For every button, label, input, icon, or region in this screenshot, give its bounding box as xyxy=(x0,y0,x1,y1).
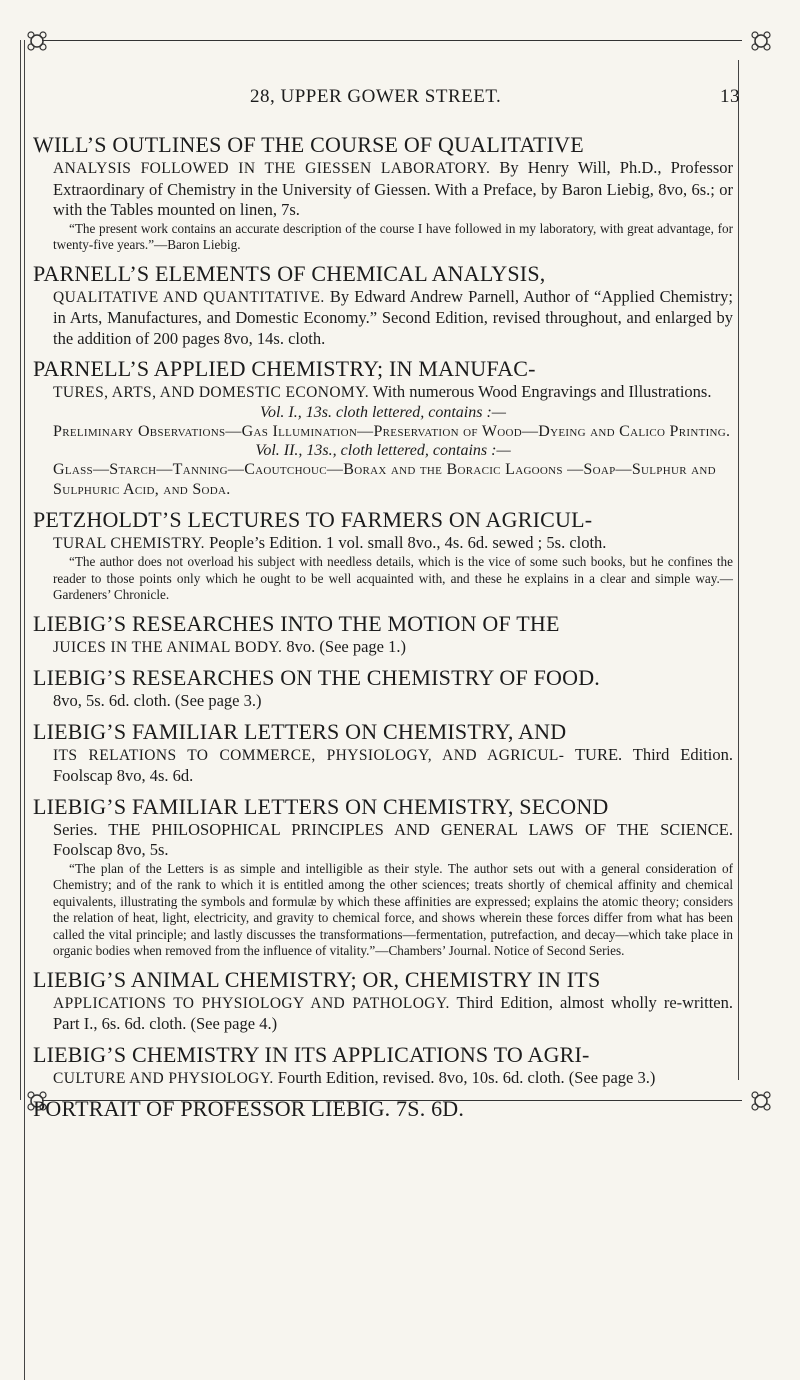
entry-heading: WILL’S OUTLINES OF THE COURSE OF QUALITATIVE xyxy=(33,132,584,157)
entry-heading: PARNELL’S ELEMENTS OF CHEMICAL ANALYSIS, xyxy=(33,260,546,286)
list-item xyxy=(33,719,733,787)
entry-body: By Edward Andrew Parnell, Author of “Applied Chemistry; in Arts, Manufactures, and Domestic Economy.” Second Edition, revised throughout, and enlarged by the addition of 200 pages 8vo, 14s. cloth. xyxy=(53,286,734,348)
entry-subheading: ITS RELATIONS TO COMMERCE, PHYSIOLOGY, AND AGRICUL- xyxy=(53,746,565,764)
list-item xyxy=(33,1096,733,1122)
entry-heading: PORTRAIT OF PROFESSOR LIEBIG. 7S. 6D. xyxy=(33,1096,465,1121)
left-border-line-inner xyxy=(24,40,25,1380)
running-header xyxy=(70,86,740,110)
entry-subheading: JUICES IN THE ANIMAL BODY. xyxy=(53,638,283,656)
entry-quote: “The author does not overload his subject with needless details, which is the vice of some such books, but he confines the reader to those points only which he ought to be well acquainted with, and these he explains in a clear and simple way.—Gardeners’ Chronicle. xyxy=(53,554,733,602)
entry-body: TURE. Third Edition. Foolscap 8vo, 4s. 6d. xyxy=(53,744,733,785)
entry-heading: LIEBIG’S FAMILIAR LETTERS ON CHEMISTRY, AND xyxy=(33,718,567,744)
entry-quote: “The present work contains an accurate description of the course I have followed in my laboratory, with great advantage, for twenty-five years.”—Baron Liebig. xyxy=(53,220,733,252)
list-item xyxy=(33,356,733,500)
running-title: 28, UPPER GOWER STREET. xyxy=(250,86,502,107)
entry-body: With numerous Wood Engravings and Illustrations. xyxy=(372,382,712,401)
entry-body: Third Edition, almost wholly re-written. Part I., 6s. 6d. cloth. (See page 4.) xyxy=(53,992,734,1033)
entry-body: People’s Edition. 1 vol. small 8vo., 4s. 6d. sewed ; 5s. cloth. xyxy=(209,532,607,552)
entry-heading: LIEBIG’S CHEMISTRY IN ITS APPLICATIONS TO AGRI- xyxy=(33,1041,590,1067)
entry-body: Series. THE PHILOSOPHICAL PRINCIPLES AND GENERAL LAWS OF THE SCIENCE. Foolscap 8vo, 5s. xyxy=(53,819,733,859)
entry-heading: PETZHOLDT’S LECTURES TO FARMERS ON AGRICUL- xyxy=(33,506,593,532)
entry-body: Fourth Edition, revised. 8vo, 10s. 6d. cloth. (See page 3.) xyxy=(277,1067,656,1087)
list-item xyxy=(33,794,733,960)
entry-heading: LIEBIG’S FAMILIAR LETTERS ON CHEMISTRY, SECOND xyxy=(33,793,609,819)
entry-heading: LIEBIG’S RESEARCHES INTO THE MOTION OF THE xyxy=(33,610,560,636)
entry-subheading: ANALYSIS FOLLOWED IN THE GIESSEN LABORATORY. xyxy=(53,160,491,177)
entry-subheading: TURAL CHEMISTRY. xyxy=(53,534,205,552)
list-item xyxy=(33,261,733,350)
advertisement-list xyxy=(33,132,733,1129)
volume-contents: Preliminary Observations—Gas Illumination—Preservation of Wood—Dyeing and Calico Printing. xyxy=(53,422,731,440)
entry-body: 8vo. (See page 1.) xyxy=(286,636,406,656)
entry-subheading: CULTURE AND PHYSIOLOGY. xyxy=(53,1069,274,1087)
list-item xyxy=(33,611,733,659)
list-item xyxy=(33,967,733,1035)
entry-subheading: QUALITATIVE AND QUANTITATIVE. xyxy=(53,288,325,306)
corner-ornament-icon xyxy=(748,1088,774,1114)
left-border-line xyxy=(20,40,21,1100)
entry-subheading: TURES, ARTS, AND DOMESTIC ECONOMY. xyxy=(53,384,369,401)
entry-body: 8vo, 5s. 6d. cloth. (See page 3.) xyxy=(53,691,262,710)
corner-ornament-icon xyxy=(24,28,50,54)
top-rule xyxy=(42,40,742,41)
list-item xyxy=(33,132,733,254)
entry-body: By Henry Will, Ph.D., Professor Extraordinary of Chemistry in the University of Giessen. With a Preface, by Baron Liebig, 8vo, 6s.; or with the Tables mounted on linen, 7s. xyxy=(53,158,733,219)
page-number: 13 xyxy=(720,86,740,107)
corner-ornament-icon xyxy=(748,28,774,54)
entry-heading: LIEBIG’S RESEARCHES ON THE CHEMISTRY OF FOOD. xyxy=(33,665,600,690)
list-item xyxy=(33,507,733,604)
entry-quote: “The plan of the Letters is as simple and intelligible as their style. The author sets out with a general consideration of Chemistry; and of the rank to which it is entitled among the other sciences; treats shortly of chemical affinity and chemical equivalents, illustrating the symbols and formulæ by which these affinities are expressed; explains the atomic theory; considers the relation of heat, light, electricity, and gravity to chemical force, and shows wherein these forces differ from what has been called the vital principle; and lastly discusses the transformations—fermentation, putrefaction, and decay—which take place in organic bodies when removed from the influence of vitality.”—Chambers’ Journal. Notice of Second Series. xyxy=(53,860,733,958)
volume-contents: Glass—Starch—Tanning—Caoutchouc—Borax and the Boracic Lagoons —Soap—Sulphur and Sulphuric Acid, and Soda. xyxy=(53,460,716,498)
list-item xyxy=(33,665,733,712)
volume-heading: Vol. I., 13s. cloth lettered, contains :— xyxy=(259,403,507,421)
list-item xyxy=(33,1042,733,1090)
entry-heading: PARNELL’S APPLIED CHEMISTRY; IN MANUFAC- xyxy=(33,356,536,381)
entry-subheading: APPLICATIONS TO PHYSIOLOGY AND PATHOLOGY. xyxy=(53,994,450,1012)
volume-heading: Vol. II., 13s., cloth lettered, contains :— xyxy=(255,441,511,459)
right-border-line xyxy=(738,60,739,1080)
entry-heading: LIEBIG’S ANIMAL CHEMISTRY; OR, CHEMISTRY IN ITS xyxy=(33,966,601,992)
